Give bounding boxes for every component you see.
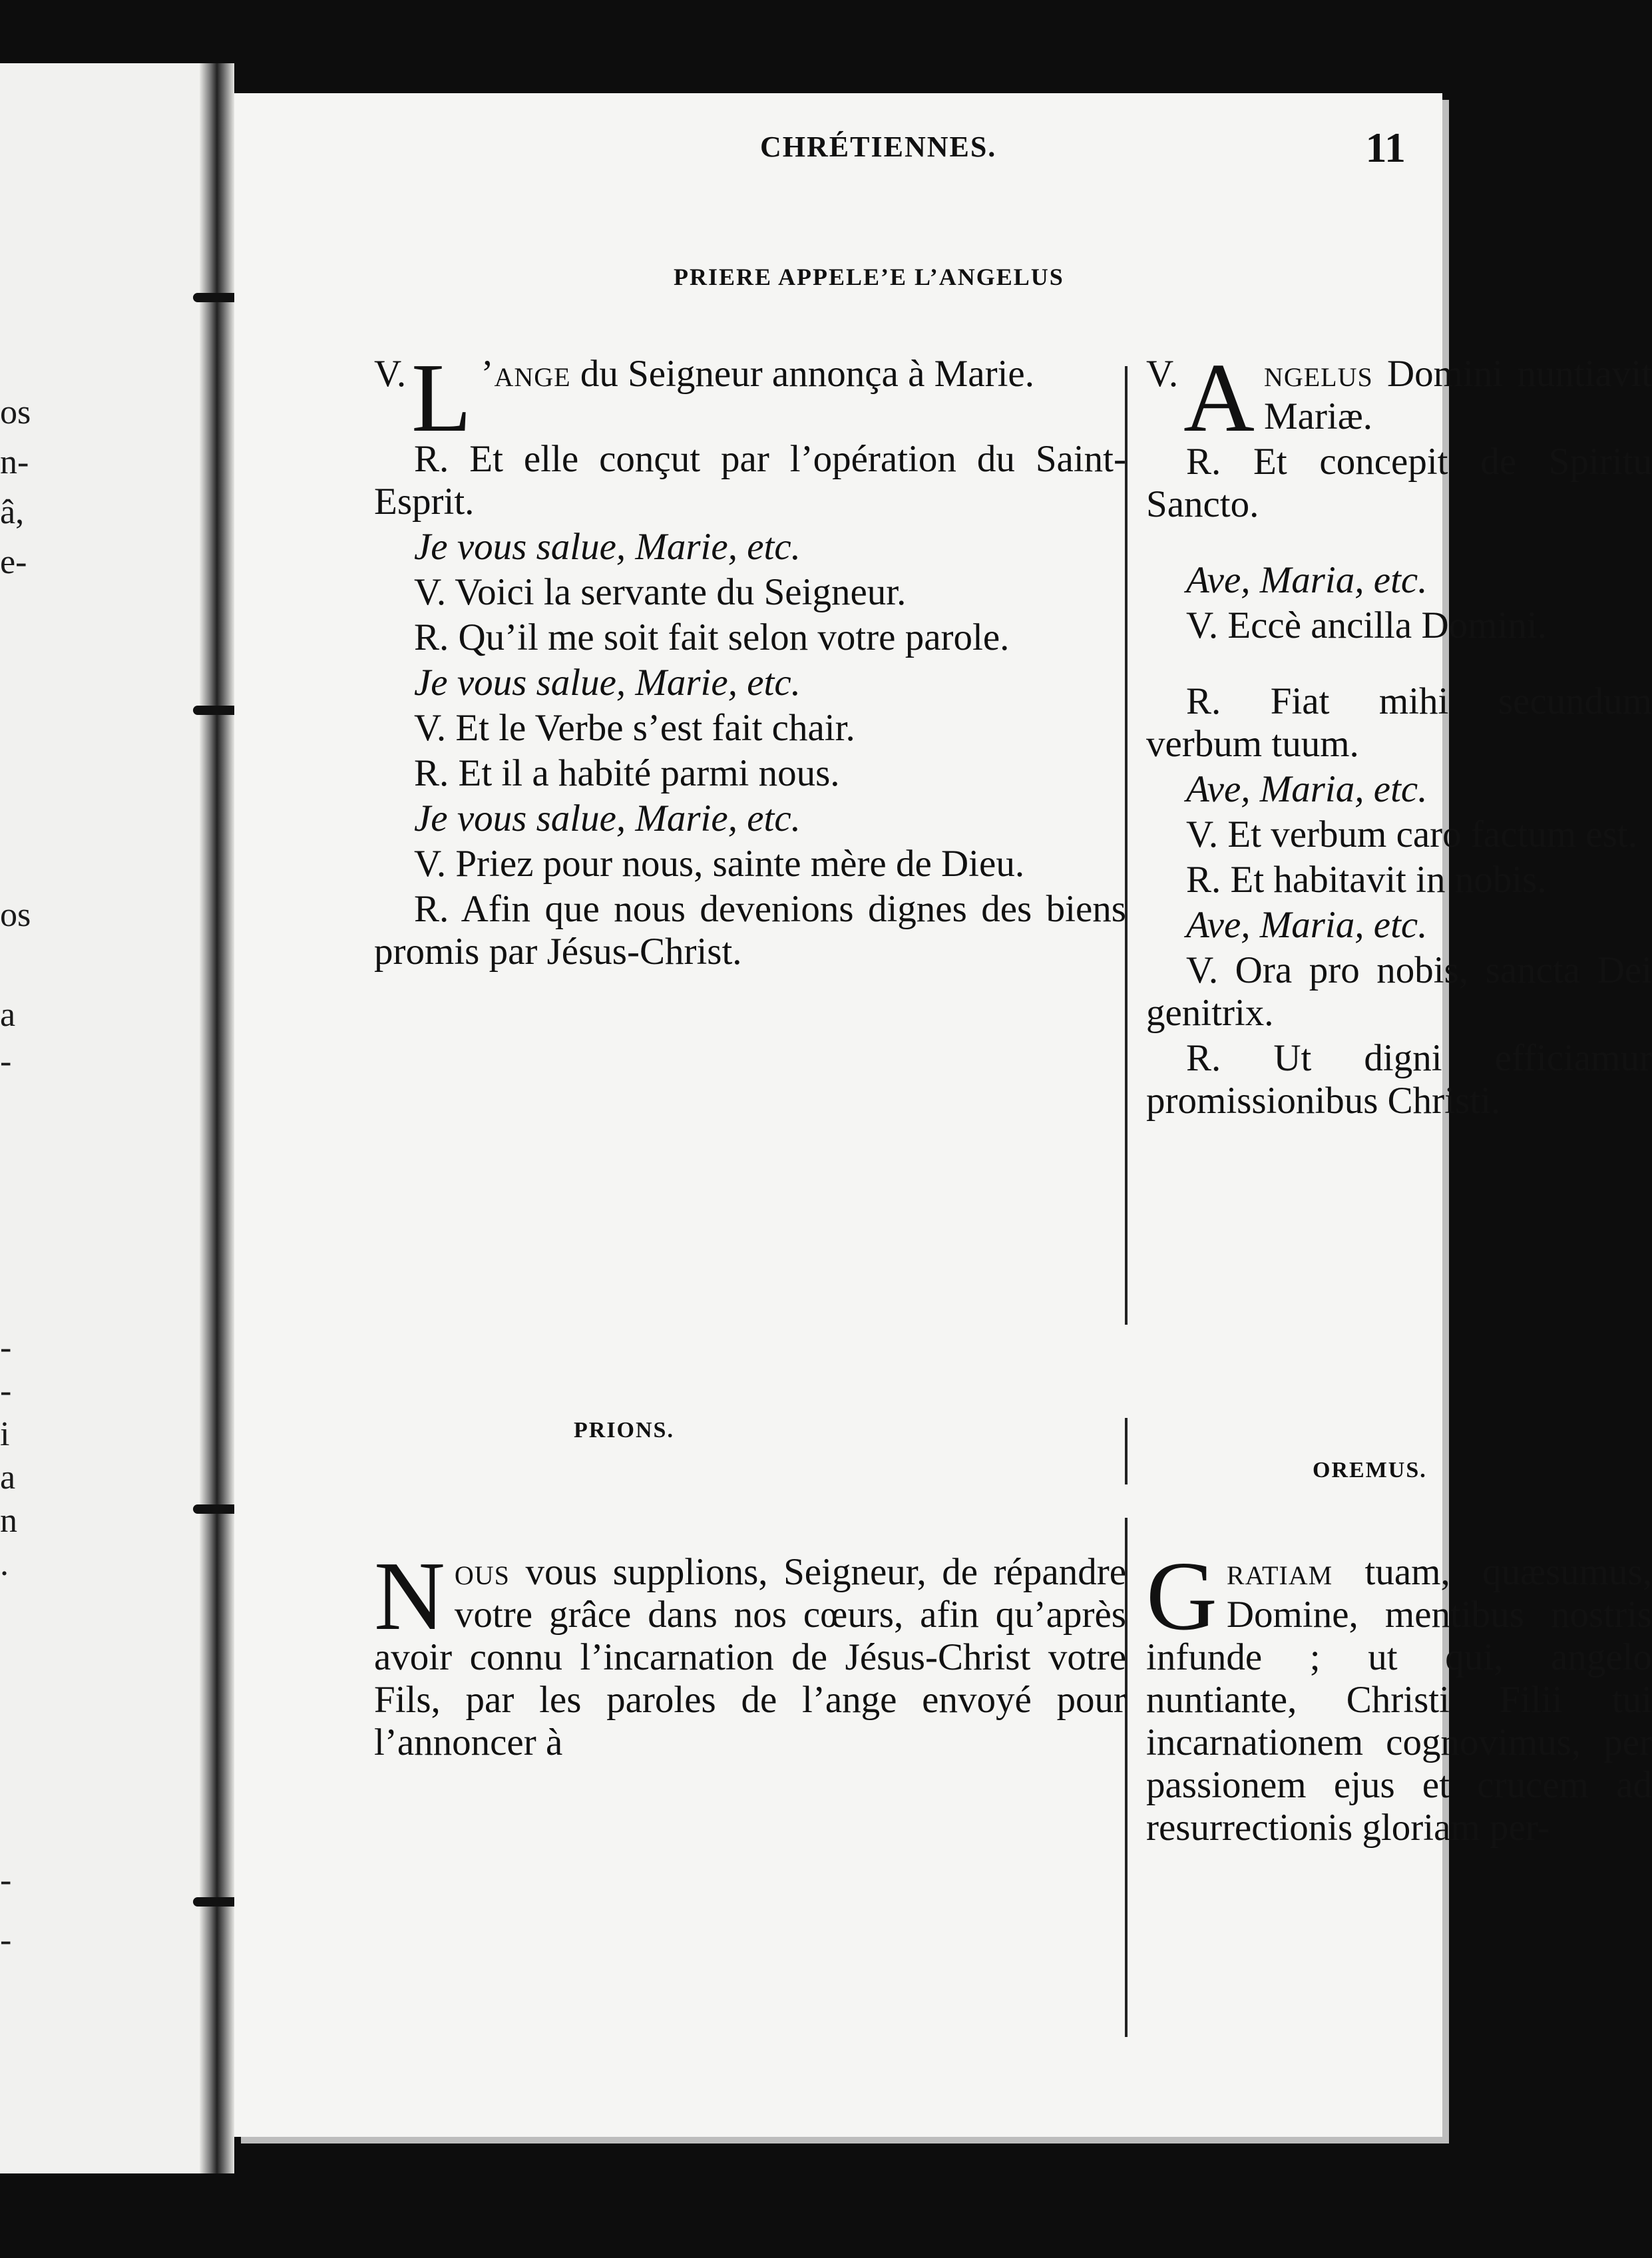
section-title: PRIERE APPELE’E L’ANGELUS	[674, 264, 1064, 290]
smallcaps-lead: ous	[454, 1551, 510, 1593]
prayer-paragraph	[1146, 1542, 1652, 1849]
response: R. Afin que nous devenions dignes des biens promis par Jésus-Christ.	[374, 888, 1126, 973]
ave-line: Ave, Maria, etc.	[1186, 768, 1428, 810]
facing-fragment: os	[0, 393, 31, 431]
versicle: V. Ora pro nobis, sancta Dei genitrix.	[1146, 949, 1652, 1034]
versicle-mark: V.	[1146, 353, 1179, 395]
book-page	[234, 93, 1652, 2137]
facing-fragment: a	[0, 1459, 16, 1496]
smallcaps-lead: ngelus	[1263, 353, 1373, 395]
drop-cap: N	[374, 1542, 445, 1651]
drop-cap: A	[1183, 343, 1255, 453]
facing-fragment: -	[0, 1372, 12, 1410]
prayer-latin-column	[1146, 1542, 1652, 1852]
ave-line: Ave, Maria, etc.	[1186, 904, 1428, 946]
versicle-mark: V.	[374, 353, 407, 395]
versicle: V. Eccè ancilla Domini.	[1186, 604, 1547, 646]
versicle: V. Et verbum caro factum est.	[1186, 813, 1637, 855]
smallcaps-lead: ratiam	[1226, 1551, 1333, 1593]
smallcaps-lead: ’ange	[481, 353, 571, 395]
facing-fragment: -	[0, 1921, 12, 1959]
response: R. Et concepit de Spiritu Sancto.	[1146, 441, 1652, 525]
versicle	[1146, 343, 1652, 453]
facing-fragment: -	[0, 1861, 12, 1899]
book-gutter	[200, 63, 234, 2173]
facing-fragment: n-	[0, 443, 29, 481]
facing-fragment: i	[0, 1415, 10, 1453]
versicle-text: du Seigneur annonça à Marie.	[570, 353, 1034, 395]
ave-line: Je vous salue, Marie, etc.	[414, 797, 801, 839]
facing-fragment: â,	[0, 493, 25, 531]
response: R. Et elle conçut par l’opération du Saint-Esprit.	[374, 438, 1126, 523]
prayer-french-column	[374, 1542, 1126, 1767]
versicle	[374, 343, 1126, 453]
facing-fragment: -	[0, 1329, 12, 1367]
facing-fragment: a	[0, 996, 16, 1034]
response: R. Ut digni efficiamur promissionibus Christi.	[1146, 1037, 1652, 1122]
versicle: V. Priez pour nous, sainte mère de Dieu.	[414, 843, 1025, 885]
facing-fragment: -	[0, 1042, 12, 1080]
angelus-latin-column	[1146, 343, 1652, 1125]
versicle: V. Et le Verbe s’est fait chair.	[414, 707, 855, 749]
response: R. Et il a habité parmi nous.	[414, 752, 840, 794]
facing-fragment: e-	[0, 543, 27, 581]
ave-line: Je vous salue, Marie, etc.	[414, 662, 801, 704]
prayer-title-latin: OREMUS.	[1313, 1458, 1427, 1482]
facing-fragment: n	[0, 1502, 17, 1540]
prayer-text: tuam, quæsumus, Domine, mentibus nostris infunde ; ut qui, angelo nuntiante, Christi Filii tui incarnationem cognovimus, per passionem ejus et crucem ad resurrectionis gloriam per-	[1146, 1551, 1652, 1849]
facing-fragment: os	[0, 896, 31, 934]
drop-cap: L	[411, 343, 472, 453]
response: R. Fiat mihi secundum verbum tuum.	[1146, 680, 1652, 765]
ave-line: Je vous salue, Marie, etc.	[414, 526, 801, 568]
angelus-french-column	[374, 343, 1126, 976]
drop-cap: G	[1146, 1542, 1217, 1651]
column-divider	[1125, 1418, 1128, 1484]
page-number: 11	[1365, 124, 1406, 171]
versicle-text: Domini nuntiavit Mariæ.	[1263, 353, 1652, 437]
prayer-title-french: PRIONS.	[574, 1418, 674, 1443]
versicle: V. Voici la servante du Seigneur.	[414, 571, 907, 613]
response: R. Qu’il me soit fait selon votre parole.	[414, 616, 1010, 658]
facing-fragment: .	[0, 1545, 9, 1583]
ave-line: Ave, Maria, etc.	[1186, 559, 1428, 601]
prayer-text: vous supplions, Seigneur, de répandre votre grâce dans nos cœurs, afin qu’après avoir connu l’incarnation de Jésus-Christ votre Fils, par les paroles de l’ange envoyé pour l’annoncer à	[374, 1551, 1126, 1763]
running-head: CHRÉTIENNES.	[760, 130, 997, 163]
response: R. Et habitavit in nobis.	[1186, 859, 1547, 901]
prayer-paragraph	[374, 1542, 1126, 1764]
facing-page-edge	[0, 63, 200, 2173]
